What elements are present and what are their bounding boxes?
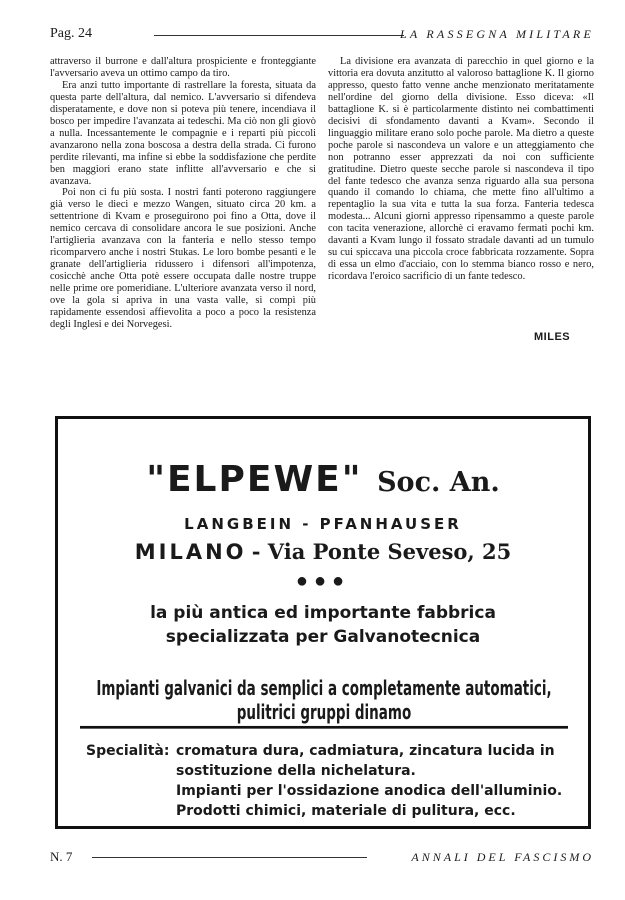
ornament-dots-icon: ●●● xyxy=(295,570,351,592)
ad-slogan-line: la più antica ed importante fabbrica xyxy=(150,603,496,623)
advertisement-box xyxy=(55,416,591,829)
ad-plants-line: Impianti galvanici da semplici a completamente automatici, pulitrici gruppi dinamo xyxy=(80,676,568,729)
ad-city: MILANO xyxy=(134,540,247,564)
ad-address xyxy=(58,539,588,565)
ad-street: - Via Ponte Seveso, 25 xyxy=(251,539,512,564)
specialty-line: cromatura dura, cadmiatura, zincatura lucida in xyxy=(176,743,555,759)
company-name: "ELPEWE" xyxy=(146,459,363,500)
specialty-line: Impianti per l'ossidazione anodica dell'alluminio. xyxy=(176,783,563,799)
issue-number: N. 7 xyxy=(50,849,73,864)
page-footer xyxy=(50,849,594,869)
paragraph: attraverso il burrone e dall'altura prospiciente e fronteggiante l'avversario aveva un ottimo campo da tiro. xyxy=(50,56,316,79)
publication-title: ANNALI DEL FASCISMO xyxy=(411,850,594,864)
article-column-left xyxy=(50,56,316,331)
paragraph: Poi non ci fu più sosta. I nostri fanti poterono raggiungere già verso le dieci e mezzo Wangen, situato circa 20 km. a settentrione di Kvam e proseguirono poi fino a Otta, dove il nemico cercava di consolidare ancora le sue posizioni. Anche l'artiglieria avanzava con la fanteria e nello stesso tempo ricomparvero anche i nostri Stukas. Le loro bombe pesanti e le granate dell'artiglieria ridussero i difensori all'impotenza, cosicchè anche Otta potè essere occupata dalle nostre truppe nelle prime ore pomeridiane. L'ulteriore avanzata verso il nord, ove la gola si apriva in una vasta valle, si compì più rapidamente essendosi affievolita a poco a poco la resistenza degli Inglesi e dei Norvegesi. xyxy=(50,187,316,330)
article-column-right xyxy=(328,56,594,283)
specialty-line: Prodotti chimici, materiale di pulitura, ecc. xyxy=(176,803,516,819)
company-suffix: Soc. An. xyxy=(377,467,500,498)
author-signature: MILES xyxy=(534,331,571,343)
ad-subtitle: LANGBEIN - PFANHAUSER xyxy=(184,515,462,533)
footer-rule xyxy=(92,857,367,858)
page-header xyxy=(50,26,594,46)
specialty-line: sostituzione della nichelatura. xyxy=(176,763,416,779)
page-number: Pag. 24 xyxy=(50,26,92,41)
specialties-list xyxy=(176,741,596,821)
ad-slogan-line: specializzata per Galvanotecnica xyxy=(165,627,481,647)
specialties-label: Specialità: xyxy=(86,743,170,759)
header-rule xyxy=(154,35,404,36)
paragraph: Era anzi tutto importante di rastrellare la foresta, situata da questa parte dell'altura, dal nemico. L'avversario si difendeva disperatamente, e dove non si poteva più tenere, incendiava il bosco per impedire l'avanzata ai tedeschi. Ma ciò non gli giovò a nulla. Incessantemente le compagnie e i reparti più piccoli avanzarono nella zona boscosa a destra della strada. Ci furono perdite rilevanti, ma infine si ebbe la soddisfazione che perdite ben maggiori erano state inflitte all'avversario e che si avanzava. xyxy=(50,79,316,187)
ad-company-name xyxy=(58,459,588,500)
journal-title: LA RASSEGNA MILITARE xyxy=(400,27,594,41)
paragraph: La divisione era avanzata di parecchio in quel giorno e la vittoria era dovuta anzitutto al valoroso battaglione K. Il giorno appresso, questo fatto venne anche menzionato meritatamente nell'ordine del giorno della divisione. Esso diceva: «Il battaglione K. si è particolarmente distinto nei combattimenti decisivi di sfondamento davanti a Kvam». Secondo il linguaggio militare erano solo poche parole. Ma dietro a queste poche parole si nascondeva un valore e un atteggiamento che non potranno esser apprezzati da noi con sufficiente gratitudine. Dietro queste secche parole si nascondeva il tipo del fante tedesco che avanza senza riguardo alla sua persona quando il comando lo chiama, che mette fino all'ultimo a repentaglio la sua vita e tutta la sua forza. Fanteria tedesca modesta... Alcuni giorni appresso ripensammo a queste parole con tacita venerazione, allorchè ci eravamo fermati pochi km. davanti a Kvam lungo il fossato stradale davanti ad un tumulo su cui spiccava una piccola croce fabbricata rozzamente. Sopra di essa un elmo d'acciaio, con lo stemma bianco rosso e nero, ricordava l'eroico sacrificio di un fante tedesco. xyxy=(328,56,594,283)
